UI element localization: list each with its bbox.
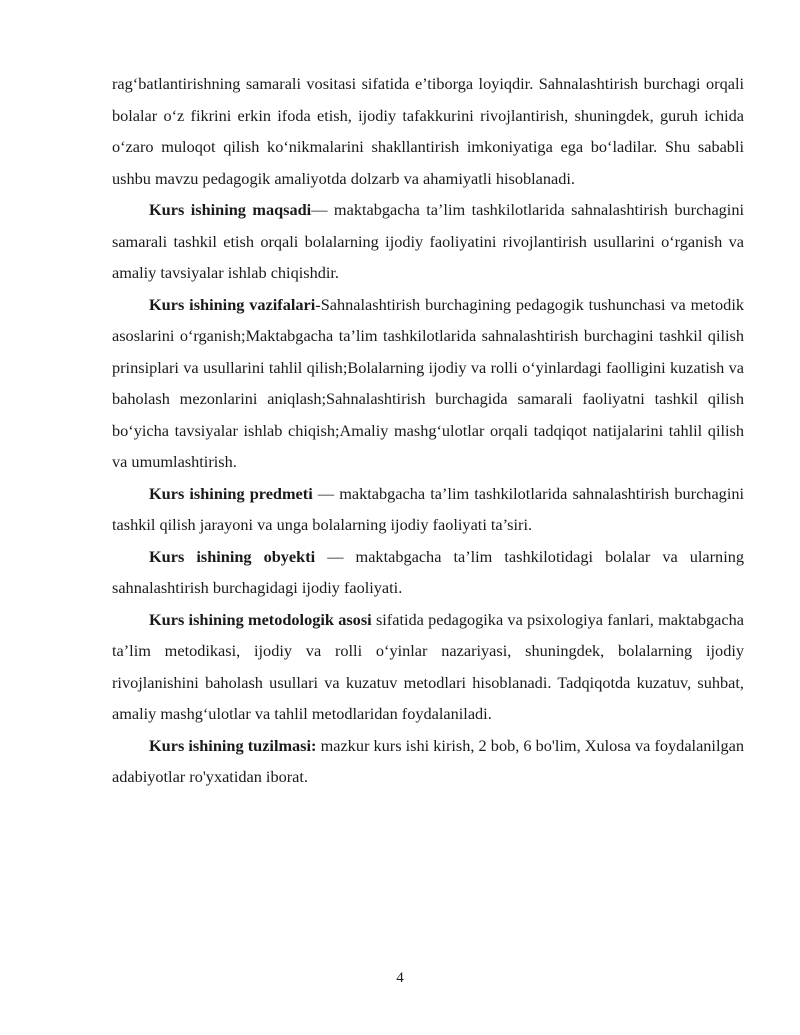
paragraph-structure (112, 730, 744, 793)
paragraph-object (112, 541, 744, 604)
paragraph-text: sifatida pedagogika va psixologiya fanlari, maktabgacha ta’lim metodikasi, ijodiy va rolli o‘yinlar nazariyasi, shuningdek, bolalarning ijodiy rivojlanishini baholash usullari va kuzatuv metodlari hisoblanadi. Tadqiqotda kuzatuv, suhbat, amaliy mashg‘ulotlar va tahlil metodlaridan foydalaniladi. (112, 609, 744, 723)
paragraph-text: rag‘batlantirishning samarali vositasi sifatida e’tiborga loyiqdir. Sahnalashtirish burchagi orqali bolalar o‘z fikrini erkin ifoda etish, ijodiy tafakkurini rivojlantirish, shuningdek, guruh ichida o‘zaro muloqot qilish ko‘nikmalarini shakllantirish imkoniyatiga ega bo‘ladilar. Shu sababli ushbu mavzu pedagogik amaliyotda dolzarb va ahamiyatli hisoblanadi. (112, 74, 744, 188)
paragraph-heading: Kurs ishining metodologik asosi (149, 609, 372, 629)
paragraph-text: — maktabgacha ta’lim tashkilotlarida sahnalashtirish burchagini tashkil qilish jarayoni va unga bolalarning ijodiy faoliyati ta’siri. (112, 483, 745, 534)
paragraph-heading: Kurs ishining tuzilmasi: (149, 735, 317, 755)
paragraph-text: mazkur kurs ishi kirish, 2 bob, 6 bo'lim, Xulosa va foydalanilgan adabiyotlar ro'yxatidan iborat. (112, 735, 744, 786)
paragraph-methodology (112, 604, 744, 730)
paragraph-text: -Sahnalashtirish burchagining pedagogik tushunchasi va metodik asoslarini o‘rganish;Maktabgacha ta’lim tashkilotlarida sahnalashtirish burchagini tashkil qilish prinsiplari va usullarini tahlil qilish;Bolalarning ijodiy va rolli o‘yinlardagi faolligini kuzatish va baholash mezonlarini aniqlash;Sahnalashtirish burchagida samarali faoliyatni tashkil qilish bo‘yicha tavsiyalar ishlab chiqish;Amaliy mashg‘ulotlar orqali tadqiqot natijalarini tahlil qilish va umumlashtirish. (112, 294, 744, 471)
document-body (112, 68, 744, 793)
paragraph-heading: Kurs ishining vazifalari (149, 294, 316, 314)
paragraph-text: — maktabgacha ta’lim tashkilotlarida sahnalashtirish burchagini samarali tashkil etish orqali bolalarning ijodiy faoliyatini rivojlantirish usullarini o‘rganish va amaliy tavsiyalar ishlab chiqishdir. (112, 200, 744, 282)
page-number: 4 (396, 970, 404, 986)
paragraph-goal (112, 194, 744, 289)
paragraph-continuation (112, 68, 744, 194)
paragraph-heading: Kurs ishining predmeti (149, 483, 313, 503)
paragraph-text: — maktabgacha ta’lim tashkilotidagi bolalar va ularning sahnalashtirish burchagidagi ijodiy faoliyati. (112, 546, 744, 597)
paragraph-tasks (112, 289, 744, 478)
paragraph-heading: Kurs ishining maqsadi (149, 200, 312, 219)
paragraph-subject (112, 478, 744, 541)
paragraph-heading: Kurs ishining obyekti (149, 546, 316, 566)
